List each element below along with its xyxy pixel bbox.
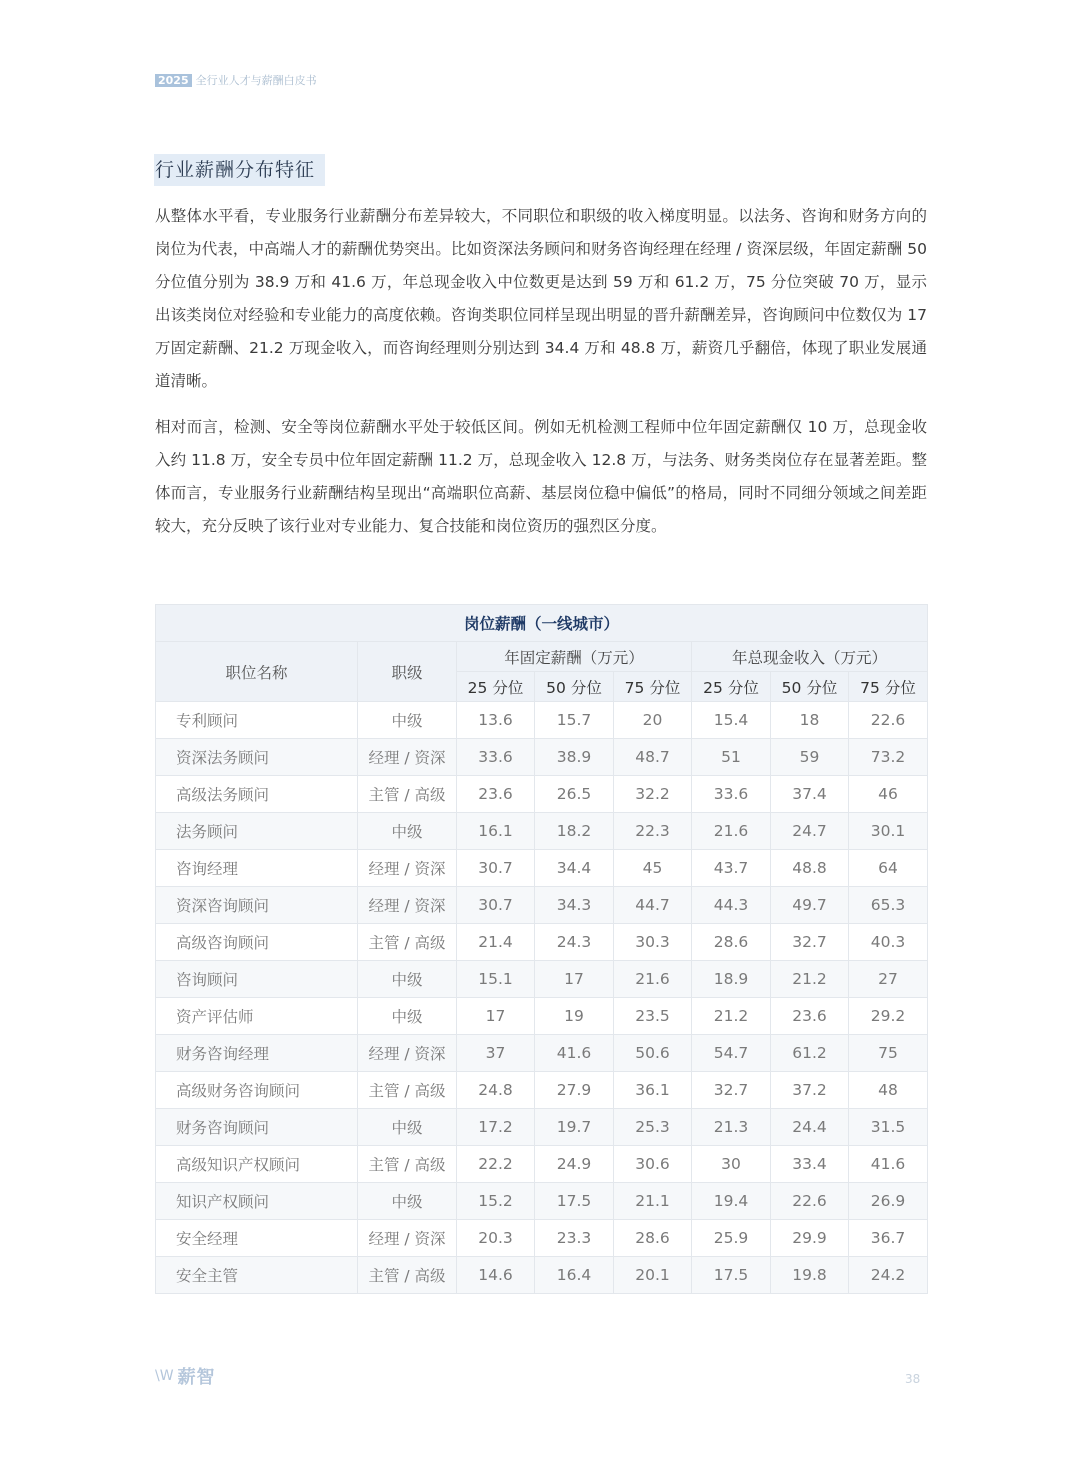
cell-value: 48.7: [614, 739, 692, 776]
cell-value: 25.3: [614, 1109, 692, 1146]
cell-value: 33.6: [692, 776, 771, 813]
cell-value: 24.9: [535, 1146, 614, 1183]
cell-value: 17: [457, 998, 535, 1035]
cell-level: 主管 / 高级: [358, 1072, 457, 1109]
table-row: [156, 1146, 928, 1183]
cell-value: 21.4: [457, 924, 535, 961]
footer-logo: [155, 1363, 216, 1389]
cell-value: 40.3: [849, 924, 928, 961]
cell-value: 21.2: [692, 998, 771, 1035]
cell-value: 32.7: [771, 924, 849, 961]
cell-level: 主管 / 高级: [358, 776, 457, 813]
logo-icon: \W: [155, 1368, 174, 1384]
table-row: [156, 776, 928, 813]
cell-value: 54.7: [692, 1035, 771, 1072]
cell-value: 17.5: [535, 1183, 614, 1220]
cell-position-name: 资产评估师: [156, 998, 358, 1035]
cell-value: 30.7: [457, 850, 535, 887]
table-row: [156, 924, 928, 961]
cell-value: 31.5: [849, 1109, 928, 1146]
page-number: 38: [905, 1372, 921, 1386]
cell-value: 27.9: [535, 1072, 614, 1109]
section-title: 行业薪酬分布特征: [154, 154, 325, 186]
cell-value: 22.3: [614, 813, 692, 850]
cell-value: 18.2: [535, 813, 614, 850]
table-row: [156, 961, 928, 998]
header-title: 全行业人才与薪酬白皮书: [195, 74, 317, 87]
cell-value: 30.1: [849, 813, 928, 850]
column-header-level: 职级: [358, 642, 457, 702]
cell-position-name: 专利顾问: [156, 702, 358, 739]
cell-position-name: 高级财务咨询顾问: [156, 1072, 358, 1109]
table-row: [156, 850, 928, 887]
cell-value: 51: [692, 739, 771, 776]
cell-value: 30.7: [457, 887, 535, 924]
column-header-fixed-p25: 25 分位: [457, 672, 535, 702]
cell-value: 65.3: [849, 887, 928, 924]
cell-value: 44.3: [692, 887, 771, 924]
salary-table: [155, 604, 928, 1294]
cell-value: 15.1: [457, 961, 535, 998]
table-row: [156, 1220, 928, 1257]
table-caption: 岗位薪酬（一线城市）: [156, 605, 928, 642]
cell-position-name: 咨询顾问: [156, 961, 358, 998]
column-header-fixed-p75: 75 分位: [614, 672, 692, 702]
paragraph-overview: 从整体水平看，专业服务行业薪酬分布差异较大，不同职位和职级的收入梯度明显。以法务、咨询和财务方向的岗位为代表，中高端人才的薪酬优势突出。比如资深法务顾问和财务咨询经理在经理 / 资深层级，年固定薪酬 50 分位值分别为 38.9 万和 41.6 万，年总现金收入中位数更是达到 59 万和 61.2 万，75 分位突破 70 万，显示出该类岗位对经验和专业能力的高度依赖。咨询类职位同样呈现出明显的晋升薪酬差异，咨询顾问中位数仅为 17 万固定薪酬、21.2 万现金收入，而咨询经理则分别达到 34.4 万和 48.8 万，薪资几乎翻倍，体现了职业发展通道清晰。: [155, 207, 927, 390]
cell-value: 36.1: [614, 1072, 692, 1109]
cell-value: 15.4: [692, 702, 771, 739]
cell-value: 61.2: [771, 1035, 849, 1072]
paragraph-comparison: 相对而言，检测、安全等岗位薪酬水平处于较低区间。例如无机检测工程师中位年固定薪酬仅 10 万，总现金收入约 11.8 万，安全专员中位年固定薪酬 11.2 万，总现金收入 12.8 万，与法务、财务类岗位存在显著差距。整体而言，专业服务行业薪酬结构呈现出“高端职位高薪、基层岗位稳中偏低”的格局，同时不同细分领域之间差距较大，充分反映了该行业对专业能力、复合技能和岗位资历的强烈区分度。: [155, 418, 927, 535]
cell-value: 23.3: [535, 1220, 614, 1257]
cell-value: 38.9: [535, 739, 614, 776]
logo-text: 薪智: [177, 1367, 216, 1388]
cell-value: 19.7: [535, 1109, 614, 1146]
cell-level: 经理 / 资深: [358, 850, 457, 887]
column-header-total-p75: 75 分位: [849, 672, 928, 702]
cell-value: 30.6: [614, 1146, 692, 1183]
cell-value: 48.8: [771, 850, 849, 887]
cell-value: 26.5: [535, 776, 614, 813]
group-header-total-cash: 年总现金收入（万元）: [692, 642, 928, 672]
column-header-position: 职位名称: [156, 642, 358, 702]
cell-position-name: 咨询经理: [156, 850, 358, 887]
cell-value: 64: [849, 850, 928, 887]
cell-position-name: 法务顾问: [156, 813, 358, 850]
cell-value: 26.9: [849, 1183, 928, 1220]
cell-value: 18: [771, 702, 849, 739]
cell-value: 37.2: [771, 1072, 849, 1109]
cell-value: 41.6: [535, 1035, 614, 1072]
cell-value: 18.9: [692, 961, 771, 998]
cell-value: 15.7: [535, 702, 614, 739]
cell-value: 30: [692, 1146, 771, 1183]
cell-value: 43.7: [692, 850, 771, 887]
cell-value: 21.3: [692, 1109, 771, 1146]
cell-value: 59: [771, 739, 849, 776]
cell-value: 25.9: [692, 1220, 771, 1257]
cell-value: 19.8: [771, 1257, 849, 1294]
column-header-fixed-p50: 50 分位: [535, 672, 614, 702]
cell-level: 经理 / 资深: [358, 887, 457, 924]
cell-value: 23.5: [614, 998, 692, 1035]
cell-value: 29.2: [849, 998, 928, 1035]
header-year: 2025: [155, 74, 192, 87]
cell-value: 16.1: [457, 813, 535, 850]
cell-level: 经理 / 资深: [358, 1220, 457, 1257]
cell-value: 34.3: [535, 887, 614, 924]
cell-level: 中级: [358, 702, 457, 739]
cell-level: 主管 / 高级: [358, 924, 457, 961]
cell-value: 75: [849, 1035, 928, 1072]
table-row: [156, 1183, 928, 1220]
cell-value: 21.2: [771, 961, 849, 998]
cell-value: 22.2: [457, 1146, 535, 1183]
table-row: [156, 887, 928, 924]
cell-position-name: 安全经理: [156, 1220, 358, 1257]
table-row: [156, 739, 928, 776]
cell-position-name: 高级知识产权顾问: [156, 1146, 358, 1183]
cell-value: 37: [457, 1035, 535, 1072]
table-row: [156, 998, 928, 1035]
cell-value: 37.4: [771, 776, 849, 813]
cell-position-name: 高级法务顾问: [156, 776, 358, 813]
cell-level: 中级: [358, 961, 457, 998]
cell-value: 21.6: [692, 813, 771, 850]
cell-value: 23.6: [457, 776, 535, 813]
cell-level: 中级: [358, 1183, 457, 1220]
table-row: [156, 1257, 928, 1294]
cell-value: 21.1: [614, 1183, 692, 1220]
cell-value: 32.7: [692, 1072, 771, 1109]
cell-level: 经理 / 资深: [358, 1035, 457, 1072]
table-row: [156, 1072, 928, 1109]
cell-value: 27: [849, 961, 928, 998]
cell-value: 33.6: [457, 739, 535, 776]
cell-value: 44.7: [614, 887, 692, 924]
cell-value: 24.7: [771, 813, 849, 850]
cell-value: 14.6: [457, 1257, 535, 1294]
cell-level: 主管 / 高级: [358, 1146, 457, 1183]
cell-position-name: 高级咨询顾问: [156, 924, 358, 961]
table-row: [156, 813, 928, 850]
cell-value: 17.2: [457, 1109, 535, 1146]
cell-value: 73.2: [849, 739, 928, 776]
table-row: [156, 1109, 928, 1146]
cell-value: 24.3: [535, 924, 614, 961]
cell-value: 28.6: [692, 924, 771, 961]
table-row: [156, 702, 928, 739]
cell-value: 36.7: [849, 1220, 928, 1257]
cell-value: 28.6: [614, 1220, 692, 1257]
cell-value: 24.8: [457, 1072, 535, 1109]
cell-value: 23.6: [771, 998, 849, 1035]
cell-value: 20.1: [614, 1257, 692, 1294]
cell-level: 经理 / 资深: [358, 739, 457, 776]
cell-value: 45: [614, 850, 692, 887]
cell-value: 22.6: [771, 1183, 849, 1220]
cell-value: 24.2: [849, 1257, 928, 1294]
cell-level: 中级: [358, 1109, 457, 1146]
cell-value: 13.6: [457, 702, 535, 739]
cell-value: 41.6: [849, 1146, 928, 1183]
cell-position-name: 资深法务顾问: [156, 739, 358, 776]
page-header: [155, 72, 317, 88]
cell-position-name: 安全主管: [156, 1257, 358, 1294]
cell-value: 20.3: [457, 1220, 535, 1257]
cell-value: 16.4: [535, 1257, 614, 1294]
column-header-total-p50: 50 分位: [771, 672, 849, 702]
column-header-total-p25: 25 分位: [692, 672, 771, 702]
cell-position-name: 财务咨询顾问: [156, 1109, 358, 1146]
cell-value: 21.6: [614, 961, 692, 998]
cell-value: 50.6: [614, 1035, 692, 1072]
cell-value: 49.7: [771, 887, 849, 924]
cell-position-name: 财务咨询经理: [156, 1035, 358, 1072]
cell-level: 主管 / 高级: [358, 1257, 457, 1294]
table-body: [156, 702, 928, 1294]
cell-level: 中级: [358, 998, 457, 1035]
cell-position-name: 知识产权顾问: [156, 1183, 358, 1220]
group-header-fixed-salary: 年固定薪酬（万元）: [457, 642, 692, 672]
cell-value: 34.4: [535, 850, 614, 887]
cell-value: 17: [535, 961, 614, 998]
cell-value: 19.4: [692, 1183, 771, 1220]
cell-value: 19: [535, 998, 614, 1035]
cell-value: 46: [849, 776, 928, 813]
cell-value: 29.9: [771, 1220, 849, 1257]
cell-position-name: 资深咨询顾问: [156, 887, 358, 924]
cell-value: 48: [849, 1072, 928, 1109]
cell-value: 20: [614, 702, 692, 739]
cell-value: 32.2: [614, 776, 692, 813]
cell-value: 33.4: [771, 1146, 849, 1183]
cell-value: 24.4: [771, 1109, 849, 1146]
cell-value: 17.5: [692, 1257, 771, 1294]
cell-value: 15.2: [457, 1183, 535, 1220]
cell-value: 30.3: [614, 924, 692, 961]
cell-value: 22.6: [849, 702, 928, 739]
cell-level: 中级: [358, 813, 457, 850]
table-row: [156, 1035, 928, 1072]
